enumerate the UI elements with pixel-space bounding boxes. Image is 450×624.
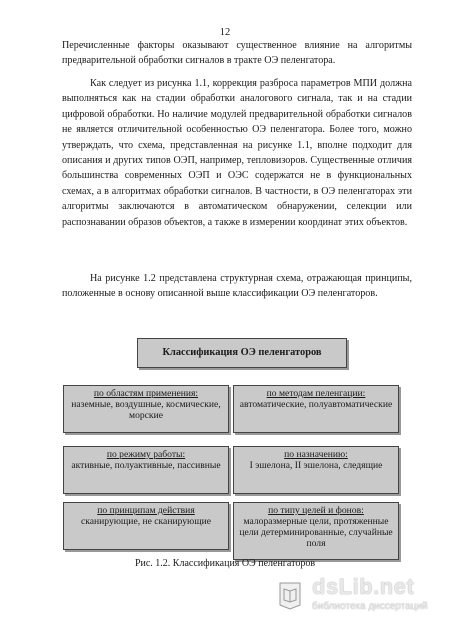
paragraph-intro — [62, 38, 412, 69]
box-heading: по методам пеленгации: — [266, 388, 366, 399]
figure-caption: Рис. 1.2. Классификация ОЭ пеленгаторов — [134, 558, 316, 569]
paragraph-main — [62, 76, 412, 230]
box-body: активные, полуактивные, пассивные — [71, 460, 221, 471]
box-body: сканирующие, не сканирующие — [80, 516, 212, 527]
watermark-title: dsLib.net — [312, 574, 415, 599]
paragraph-text: Как следует из рисунка 1.1, коррекция разброса параметров МПИ должна выполняться как на стадии обработки аналогового сигнала, так и на стадии цифровой обработки. Но наличие модулей предварительной обработки сигналов не является отличительной особенностью ОЭ пеленгатора. Более того, можно утверждать, что схема, представленная на рисунке 1.1, вполне подходит для описания и других типов ОЭП, например, тепловизоров. Существенные отличия большинства современных ОЭП и ОЭС содержатся не в функциональных схемах, а в алгоритмах обработки сигналов. В частности, в ОЭ пеленгаторах эти алгоритмы заключаются в автоматическом обнаружении, селекции или распознавании образов объектов, а также в измерении координат этих объектов. — [62, 78, 412, 228]
box-body: автоматические, полуавтоматические — [239, 399, 393, 410]
box-body: I эшелона, II эшелона, следящие — [249, 460, 383, 471]
classification-box-principle — [63, 502, 229, 550]
box-heading: по областям применения: — [93, 388, 199, 399]
box-body: наземные, воздушные, космические, морские — [71, 399, 221, 421]
page-number: 12 — [219, 27, 231, 38]
box-heading: по типу целей и фонов: — [268, 505, 364, 516]
paragraph-text: На рисунке 1.2 представлена структурная схема, отражающая принципы, положенные в основу описанной выше классификации ОЭ пеленгаторов. — [62, 273, 412, 300]
classification-box-application — [63, 385, 229, 433]
classification-box-mode — [63, 446, 229, 494]
box-heading: по назначению: — [284, 449, 348, 460]
classification-box-target-type — [233, 502, 399, 560]
paragraph-text: Перечисленные факторы оказывают существенное влияние на алгоритмы предварительной обработки сигналов в тракте ОЭ пеленгатора. — [62, 40, 412, 67]
classification-box-method — [233, 385, 399, 433]
watermark — [276, 574, 436, 618]
diagram-title-box: Классификация ОЭ пеленгаторов — [137, 338, 347, 368]
box-body: малоразмерные цели, протяженные цели детерминированные, случайные поля — [239, 516, 393, 549]
watermark-subtitle: библиотека диссертаций — [312, 601, 428, 612]
box-heading: по режиму работы: — [106, 449, 186, 460]
box-heading: по принципам действия — [97, 505, 195, 516]
classification-box-purpose — [233, 446, 399, 494]
book-badge-icon — [276, 580, 304, 610]
paragraph-figure-ref — [62, 271, 412, 302]
